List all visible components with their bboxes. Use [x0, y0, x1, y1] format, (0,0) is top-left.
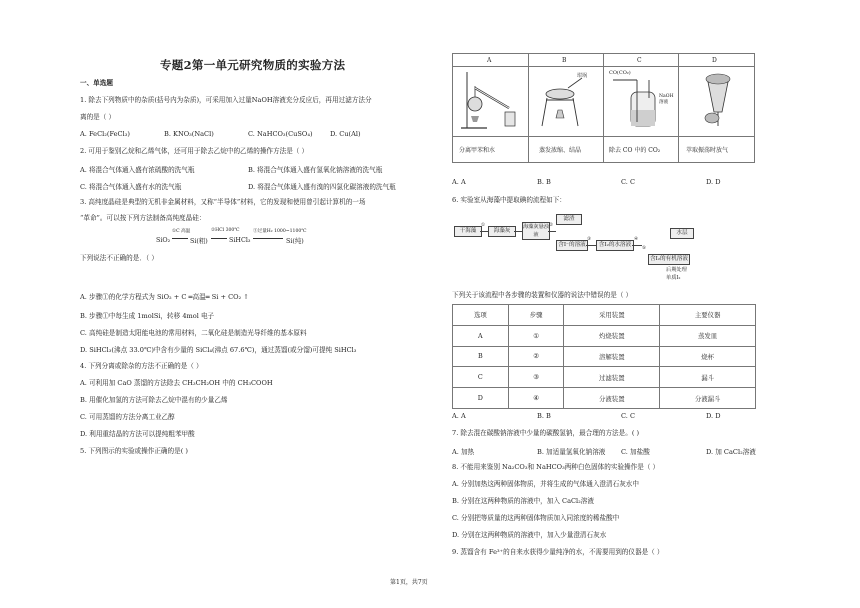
table-cell: 烧杯 [660, 346, 756, 367]
q6-answer-c: C. C [621, 412, 636, 420]
q6-options-table [452, 304, 756, 409]
q7-option-d: D. 加 CaCl₂溶液 [706, 448, 756, 456]
table-cell: ① [508, 325, 564, 346]
table-row [453, 346, 756, 367]
q8-option-b: B. 分别在这两种物质的溶液中，加入 CaCl₂溶液 [452, 497, 594, 505]
q6-answer-b: B. B [537, 412, 551, 420]
q7-option-b: B. 加适量氢氧化钠溶液 [537, 448, 606, 456]
flow-elemental-iodine: 单质I₂ [666, 275, 681, 281]
q1-stem-2: 离的是（ ） [80, 113, 116, 121]
q1-option-a: A. FeCl₂(FeCl₃) [80, 130, 130, 138]
q5-answer-d: D. D [706, 178, 721, 186]
q4-option-c: C. 可用蒸馏的方法分离工业乙醇 [80, 413, 175, 421]
flow-mark-3: ③ [587, 237, 592, 242]
crucible-label: 坩埚 [577, 73, 588, 79]
table-cell: B [453, 346, 509, 367]
distillation-apparatus-image [457, 70, 525, 132]
q5-stem: 5. 下列图示的实验或操作正确的是( ) [80, 447, 188, 455]
table-cell: ② [508, 346, 564, 367]
flow-dry-seaweed: 干海藻 [454, 226, 482, 237]
table-cell: 过滤装置 [564, 367, 660, 388]
flow-ash-suspension: 海藻灰悬浊液 [523, 224, 549, 238]
q9-stem: 9. 蒸馏含有 Fe³⁺的自来水获得少量纯净的水，不需要用到的仪器是（ ） [452, 548, 664, 556]
fig-header-d: D [712, 57, 717, 64]
table-row [453, 388, 756, 409]
q3-stem-2: “革命”。可以按下列方法制备高纯度晶硅： [80, 214, 206, 222]
q1-option-b: B. KNO₃(NaCl) [164, 130, 214, 138]
q1-option-d: D. Cu(Al) [330, 130, 361, 138]
q5-answer-c: C. C [621, 178, 636, 186]
q2-option-b: B. 将混合气体通入盛有氢氧化钠溶液的洗气瓶 [248, 166, 383, 174]
page-footer: 第1页，共7页 [390, 579, 428, 586]
q7-stem: 7. 除去混在碳酸钠溶液中少量的碳酸氢钠，最合理的方法是。( ) [452, 429, 640, 437]
q2-option-c: C. 将混合气体通入盛有水的洗气瓶 [80, 183, 182, 191]
gas-label: CO(CO₂) [609, 70, 631, 76]
fig-caption-b: 蒸发浓缩、结晶 [539, 147, 582, 154]
table-cell: A [453, 325, 509, 346]
separatory-funnel-image [682, 70, 750, 132]
fig-header-a: A [487, 57, 492, 64]
q6-stem: 6. 实验室从海藻中提取碘的流程如下： [452, 196, 566, 204]
q4-option-d: D. 利用重结晶的方法可以提纯粗苯甲酸 [80, 430, 195, 438]
table-header-cell: 步骤 [508, 305, 564, 326]
table-cell: 蒸发皿 [660, 325, 756, 346]
fig-caption-a: 分离甲苯和水 [459, 147, 496, 154]
q8-stem: 8. 不能用来鉴别 Na₂CO₃和 NaHCO₃两种白色固体的实验操作是（ ） [452, 463, 660, 471]
table-cell: 灼烧装置 [564, 325, 660, 346]
flow-mark-2: ② [549, 223, 554, 228]
q2-option-d: D. 将混合气体通入盛有溴的四氯化碳溶液的洗气瓶 [248, 183, 396, 191]
flow-mark-5: ⑤ [642, 246, 647, 251]
q5-figure-table [452, 53, 755, 163]
q7-option-a: A. 加热 [452, 448, 475, 456]
q6-flowchart [452, 206, 752, 282]
evaporation-apparatus-image [532, 70, 600, 132]
q7-option-c: C. 加盐酸 [621, 448, 650, 456]
flow-seaweed-ash: 海藻灰 [488, 226, 516, 237]
table-header-cell: 选项 [453, 305, 509, 326]
table-header-row [453, 305, 756, 326]
q4-stem: 4. 下列分离或除杂的方法不正确的是（ ） [80, 362, 203, 370]
flow-mark-4: ④ [634, 237, 639, 242]
q1-option-c: C. NaHCO₃(CuSO₄) [248, 130, 313, 138]
naoh-label: NaOH 溶液 [659, 94, 674, 105]
table-row [453, 367, 756, 388]
q6-answer-a: A. A [452, 412, 466, 420]
q6-answer-d: D. D [706, 412, 721, 420]
q8-option-a: A. 分别加热这两种固体物质，并将生成的气体通入澄清石灰水中 [452, 480, 639, 488]
q5-answer-b: B. B [537, 178, 551, 186]
q6-ask: 下列关于该流程中各步骤的装置和仪器的说法中错误的是（ ） [452, 291, 633, 299]
q3-condition-3: ③过量H₂ 1000~1100℃ [253, 229, 307, 234]
flow-mark-1: ① [481, 223, 486, 228]
table-cell: 溶解装置 [564, 346, 660, 367]
q2-stem: 2. 可用于鉴别乙烷和乙烯气体，还可用于除去乙烷中的乙烯的操作方法是（ ） [80, 147, 309, 155]
q3-option-d: D. SiHCl₃(沸点 33.0℃)中含有少量的 SiCl₄(沸点 67.6℃)，通过蒸馏(或分馏)可提纯 SiHCl₃ [80, 346, 357, 354]
q4-option-b: B. 用催化加氢的方法可除去乙烷中混有的少量乙烯 [80, 396, 228, 404]
q3-reaction-scheme: SiO₂ ①C 高温 Si(粗) ②HCl 300℃ SiHCl₃ ③过量H₂ 1000~1100℃ Si(纯) [156, 228, 307, 245]
fig-header-c: C [637, 57, 642, 64]
table-cell: ④ [508, 388, 564, 409]
table-cell: D [453, 388, 509, 409]
table-header-cell: 主要仪器 [660, 305, 756, 326]
q3-option-a: A. 步骤①的化学方程式为 SiO₂ + C ═高温═ Si + CO₂ ↑ [80, 293, 249, 301]
table-cell: 分液漏斗 [660, 388, 756, 409]
q3-option-b: B. 步骤①中每生成 1molSi，转移 4mol 电子 [80, 312, 215, 320]
table-header-cell: 采用装置 [564, 305, 660, 326]
q3-stem-1: 3. 高纯度晶硅是典型的无机非金属材料，又称“半导体”材料，它的发现和使用曾引起计算机的一场 [80, 198, 366, 206]
fig-caption-d: 萃取振荡时放气 [686, 147, 729, 154]
flow-iodine-aqueous: 含I₂的水溶液 [596, 240, 634, 251]
table-cell: C [453, 367, 509, 388]
q2-option-a: A. 将混合气体通入盛有浓硫酸的洗气瓶 [80, 166, 195, 174]
flow-iodide-solution: 含I⁻的溶液 [556, 240, 588, 251]
section-heading: 一、单选题 [80, 79, 113, 87]
flow-residue: 滤渣 [556, 214, 582, 225]
fig-caption-c: 除去 CO 中的 CO₂ [609, 147, 661, 154]
q3-option-c: C. 高纯硅是制造太阳能电池的常用材料，二氧化硅是制造光导纤维的基本原料 [80, 329, 307, 337]
q3-condition-1: ①C 高温 [172, 229, 191, 234]
table-cell: 分液装置 [564, 388, 660, 409]
q1-stem-1: 1. 除去下列物质中的杂质(括号内为杂质)，可采用加入过量NaOH溶液充分反应后，再用过滤方法分 [80, 96, 372, 104]
q3-condition-2: ②HCl 300℃ [211, 228, 240, 233]
table-cell: 漏斗 [660, 367, 756, 388]
table-cell: ③ [508, 367, 564, 388]
flow-iodine-organic: 含I₂的有机溶液 [648, 254, 690, 265]
fig-header-b: B [562, 57, 567, 64]
flow-water-layer: 水层 [670, 228, 694, 239]
table-row [453, 325, 756, 346]
q4-option-a: A. 可利用加 CaO 蒸馏的方法除去 CH₃CH₂OH 中的 CH₃COOH [80, 379, 273, 387]
q8-option-c: C. 分别把等质量的这两种固体物质加入同浓度的稀盐酸中 [452, 514, 620, 522]
q3-ask: 下列说法不正确的是．（ ） [80, 254, 158, 262]
q8-option-d: D. 分别在这两种物质的溶液中，加入少量澄清石灰水 [452, 531, 607, 539]
flow-post-treatment: 后期处理 [666, 267, 687, 273]
q5-answer-a: A. A [452, 178, 466, 186]
page-title: 专题2第一单元研究物质的实验方法 [160, 58, 346, 72]
